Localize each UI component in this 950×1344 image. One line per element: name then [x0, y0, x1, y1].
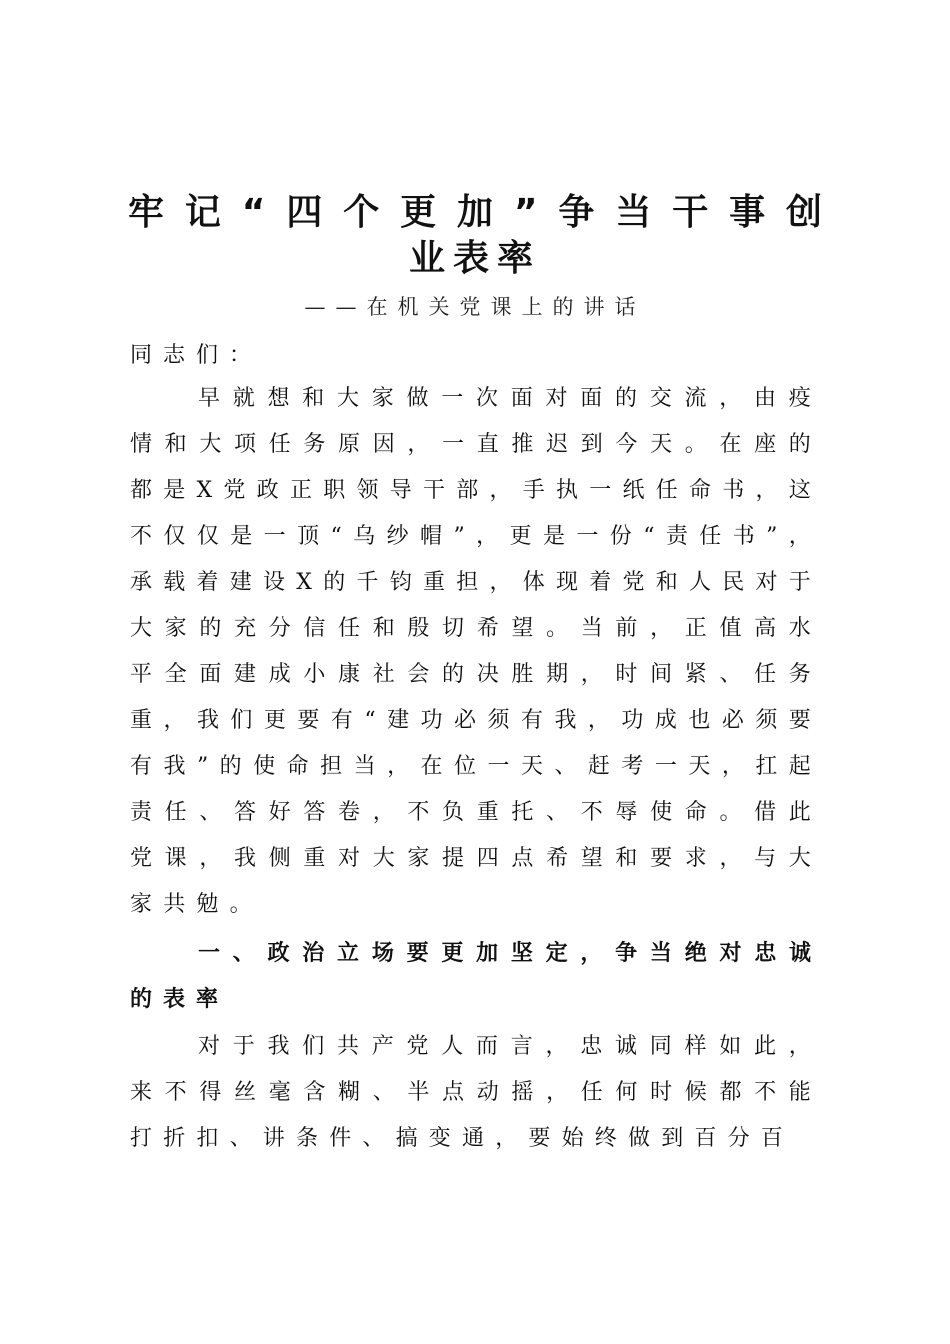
salutation: 同志们： [130, 343, 263, 368]
document-title-line-1: 牢记“四个更加”争当干事创 [128, 192, 822, 233]
body-paragraph-1: 早就想和大家做一次面对面的交流，由疫情和大项任务原因，一直推迟到今天。在座的都是X党政正职领导干部，手执一纸任命书，这不仅仅是一顶“乌纱帽”，更是一份“责任书”，承载着建设X的千钧重担，体现着党和人民对于大家的充分信任和殷切希望。当前，正值高水平全面建成小康社会的决胜期，时间紧、任务重，我们更要有“建功必须有我，功成也必须要有我”的使命担当，在位一天、赶考一天，扛起责任、答好答卷，不负重托、不辱使命。借此党课，我侧重对大家提四点希望和要求，与大家共勉。 [130, 386, 822, 917]
document-subtitle: ——在机关党课上的讲话 [304, 295, 646, 319]
body-paragraph-2: 对于我们共产党人而言，忠诚同样如此，来不得丝毫含糊、半点动摇，任何时候都不能打折扣、讲条件、搞变通，要始终做到百分百 [130, 1034, 822, 1151]
document-title-line-2: 业表率 [408, 238, 541, 279]
section-heading-1: 一、政治立场要更加坚定，争当绝对忠诚的表率 [130, 941, 822, 1012]
